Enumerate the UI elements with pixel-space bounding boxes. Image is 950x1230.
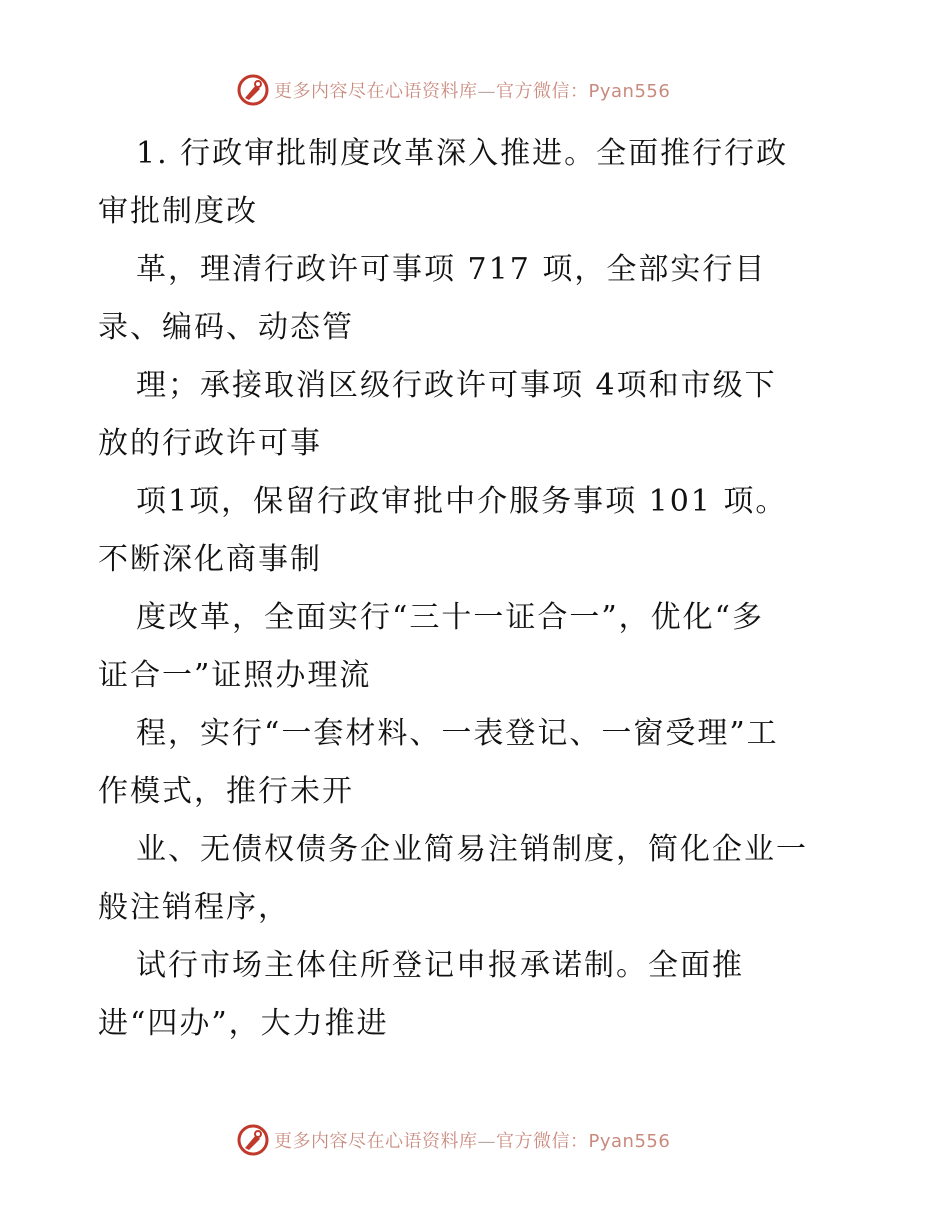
paragraph — [98, 937, 858, 1053]
paragraph-continuation: 录、编码、动态管 — [98, 310, 354, 345]
watermark-text: 更多内容尽在心语资料库—官方微信：Pyan556 — [274, 81, 671, 102]
paragraph-continuation: 放的行政许可事 — [98, 426, 322, 461]
pen-nib-circle-icon — [236, 1123, 270, 1157]
paragraph-continuation: 进“四办”，大力推进 — [98, 1006, 389, 1041]
paragraph-first-line: 试行市场主体住所登记申报承诺制。全面推 — [136, 948, 744, 983]
paragraph-first-line: 1. 行政审批制度改革深入推进。全面推行行政 — [136, 136, 789, 171]
paragraph — [98, 125, 858, 241]
paragraph — [98, 241, 858, 357]
paragraph-first-line: 度改革，全面实行“三十一证合一”，优化“多 — [136, 600, 765, 635]
paragraph-continuation: 作模式，推行未开 — [98, 774, 354, 809]
paragraph-first-line: 业、无债权债务企业简易注销制度，简化企业一 — [136, 832, 808, 867]
pen-nib-circle-icon — [236, 73, 270, 107]
header-watermark — [236, 73, 670, 107]
paragraph — [98, 821, 858, 937]
document-body — [98, 125, 858, 1053]
paragraph — [98, 357, 858, 473]
footer-watermark — [236, 1123, 670, 1157]
paragraph-first-line: 理；承接取消区级行政许可事项 4项和市级下 — [136, 368, 777, 403]
paragraph-first-line: 项1项，保留行政审批中介服务事项 101 项。 — [136, 484, 788, 519]
paragraph — [98, 473, 858, 589]
paragraph-continuation: 证合一”证照办理流 — [98, 658, 372, 693]
paragraph-first-line: 革，理清行政许可事项 717 项，全部实行目 — [136, 252, 767, 287]
watermark-text: 更多内容尽在心语资料库—官方微信：Pyan556 — [274, 1131, 671, 1152]
paragraph-continuation: 般注销程序， — [98, 890, 290, 925]
paragraph-first-line: 程，实行“一套材料、一表登记、一窗受理”工 — [136, 716, 779, 751]
paragraph — [98, 589, 858, 705]
paragraph — [98, 705, 858, 821]
paragraph-continuation: 审批制度改 — [98, 194, 258, 229]
paragraph-continuation: 不断深化商事制 — [98, 542, 322, 577]
